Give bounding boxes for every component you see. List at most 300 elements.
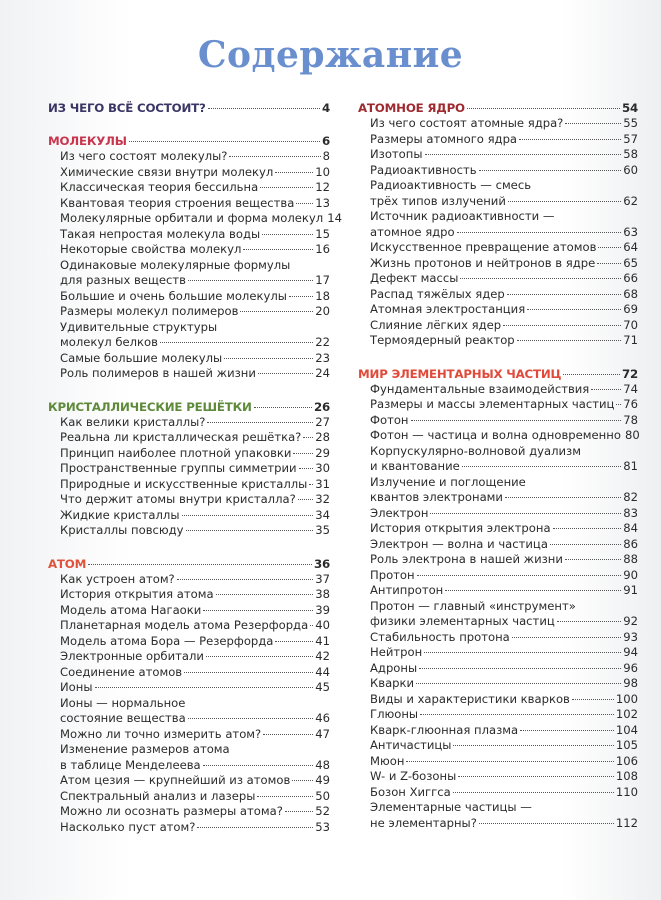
dot-leader <box>453 791 614 793</box>
toc-entry[interactable] <box>358 676 638 692</box>
toc-entry[interactable] <box>48 180 330 196</box>
page-number: 35 <box>315 523 330 537</box>
page-number: 100 <box>615 691 638 706</box>
page-number: 52 <box>315 804 330 818</box>
dot-leader <box>406 760 613 762</box>
dot-leader <box>424 651 621 653</box>
toc-entry[interactable] <box>48 415 330 431</box>
entry-label: Планетарная модель атома Резерфорда <box>60 618 309 632</box>
dot-leader <box>296 202 313 204</box>
page-title: Содержание <box>197 34 464 76</box>
toc-entry-line1[interactable]: Радиоактивность — смесь <box>370 178 532 192</box>
dot-leader <box>177 578 314 580</box>
page-number: 63 <box>623 224 638 239</box>
toc-section-intro <box>48 100 330 116</box>
toc-heading[interactable] <box>48 556 330 572</box>
toc-entry[interactable] <box>48 508 330 524</box>
entry-label: Жидкие кристаллы <box>60 507 180 522</box>
page-number: 13 <box>315 195 330 210</box>
dot-leader <box>263 733 313 735</box>
entry-label: АТОМНОЕ ЯДРО <box>358 101 465 115</box>
entry-label: Квантовая теория строения вещества <box>60 195 295 210</box>
toc-section-atom <box>48 556 330 836</box>
page-number: 106 <box>615 753 638 768</box>
toc-entry[interactable] <box>48 446 330 462</box>
dot-leader <box>186 529 314 531</box>
page-number: 93 <box>623 629 638 644</box>
entry-label: Кристаллы повсюду <box>60 523 184 537</box>
entry-label: Искусственное превращение атомов <box>370 240 597 254</box>
toc-entry[interactable] <box>48 351 330 367</box>
entry-label: Роль электрона в нашей жизни <box>370 552 563 566</box>
page-number: 38 <box>315 587 330 601</box>
dot-leader <box>417 574 622 576</box>
toc-entry[interactable] <box>358 630 638 646</box>
toc-entry[interactable] <box>358 428 638 444</box>
dot-leader <box>460 277 621 279</box>
entry-label: Из чего состоят атомные ядра? <box>370 116 564 130</box>
entry-label: Радиоактивность <box>370 162 477 177</box>
entry-label: Виды и характеристики кварков <box>370 691 570 706</box>
page-number: 12 <box>315 180 330 194</box>
page-number: 72 <box>621 366 638 381</box>
dot-leader <box>95 686 314 688</box>
dot-leader <box>260 186 313 188</box>
page-number: 22 <box>315 335 330 349</box>
page-number: 47 <box>315 726 330 741</box>
entry-label: Насколько пуст атом? <box>60 819 196 834</box>
toc-entry[interactable] <box>358 769 638 785</box>
dot-leader <box>262 233 313 235</box>
toc-entry[interactable] <box>48 649 330 665</box>
dot-leader <box>310 624 313 626</box>
entry-label: Размеры молекул полимеров <box>60 304 239 318</box>
page-number: 80 <box>624 428 640 442</box>
toc-entry-line1[interactable]: Одинаковые молекулярные формулы <box>60 257 291 272</box>
page-number: 15 <box>315 226 330 241</box>
page-number: 112 <box>615 815 638 830</box>
toc-entry[interactable] <box>358 163 638 179</box>
page-number: 96 <box>623 660 638 675</box>
toc-entry[interactable] <box>48 820 330 836</box>
page-number: 62 <box>623 193 638 208</box>
dot-leader <box>240 310 313 312</box>
entry-label: Атомная электростанция <box>370 302 526 316</box>
entry-label: Модель атома Нагаоки <box>60 602 202 617</box>
page-number: 4 <box>321 101 330 115</box>
toc-entry[interactable] <box>48 804 330 820</box>
toc-entry[interactable] <box>358 225 638 241</box>
dot-leader <box>520 729 614 731</box>
page-number: 65 <box>623 255 638 270</box>
dot-leader <box>458 775 614 777</box>
dot-leader <box>182 514 314 516</box>
toc-entry[interactable] <box>358 302 638 318</box>
dot-leader <box>289 295 313 297</box>
entry-label: МОЛЕКУЛЫ <box>48 134 127 148</box>
entry-label: Электрон <box>370 505 429 520</box>
dot-leader <box>160 341 313 343</box>
page-number: 49 <box>315 773 330 787</box>
page-number: 31 <box>315 476 330 491</box>
toc-entry[interactable] <box>358 785 638 801</box>
page-number: 28 <box>315 430 330 444</box>
dot-leader <box>445 589 621 591</box>
entry-label: Самые большие молекулы <box>60 350 223 365</box>
entry-label: состояние вещества <box>60 711 186 725</box>
page-number: 66 <box>623 271 638 285</box>
toc-right-column <box>358 100 638 848</box>
toc-entry[interactable] <box>358 645 638 661</box>
toc-heading[interactable] <box>48 133 330 149</box>
page-number: 69 <box>623 302 638 316</box>
page-number: 45 <box>315 680 330 694</box>
entry-label: История открытия атома <box>60 587 214 601</box>
entry-label: Химические связи внутри молекул <box>60 164 274 179</box>
page-number: 88 <box>623 552 638 566</box>
toc-entry[interactable] <box>358 583 638 599</box>
dot-leader <box>275 171 313 173</box>
toc-entry-line1[interactable]: Источник радиоактивности — <box>370 209 555 223</box>
toc-heading[interactable] <box>358 100 638 116</box>
page-number: 50 <box>315 788 330 803</box>
entry-label: Пространственные группы симметрии <box>60 461 297 475</box>
dot-leader <box>416 682 621 684</box>
entry-label: не элементарны? <box>370 815 477 830</box>
page-number: 64 <box>623 240 638 254</box>
toc-entry[interactable] <box>358 333 638 349</box>
toc-entry[interactable] <box>358 707 638 723</box>
page-number: 26 <box>313 399 330 414</box>
page-number: 68 <box>623 286 638 301</box>
page-number: 32 <box>315 492 330 506</box>
page-number: 104 <box>615 722 638 737</box>
toc-entry[interactable] <box>358 194 638 210</box>
toc-entry-line1[interactable]: Протон — главный «инструмент» <box>370 598 576 613</box>
toc-entry[interactable] <box>48 727 330 743</box>
entry-label: Как устроен атом? <box>60 571 175 586</box>
dot-leader <box>88 563 312 565</box>
toc-entry[interactable] <box>358 413 638 429</box>
entry-label: физики элементарных частиц <box>370 614 555 628</box>
dot-leader <box>293 452 313 454</box>
toc-heading[interactable] <box>48 399 330 415</box>
entry-label: Большие и очень большие молекулы <box>60 288 287 303</box>
page-number: 58 <box>623 147 638 161</box>
dot-leader <box>275 640 313 642</box>
dot-leader <box>467 107 620 109</box>
toc-entry[interactable] <box>48 711 330 727</box>
entry-label: и квантование <box>370 459 460 473</box>
dot-leader <box>598 246 621 248</box>
entry-label: в таблице Менделеева <box>60 757 201 772</box>
heading-label: ИЗ ЧЕГО ВСЁ СОСТОИТ? <box>48 101 206 115</box>
page-number: 90 <box>623 567 638 582</box>
toc-entry[interactable] <box>48 618 330 634</box>
toc-heading[interactable] <box>358 366 638 382</box>
toc-entry[interactable] <box>48 773 330 789</box>
dot-leader <box>508 200 621 202</box>
dot-leader <box>188 717 314 719</box>
entry-label: Можно ли точно измерить атом? <box>60 726 262 741</box>
toc-entry[interactable] <box>358 552 638 568</box>
toc-entry[interactable] <box>48 665 330 681</box>
page-number: 30 <box>315 461 330 475</box>
toc-entry[interactable] <box>48 758 330 774</box>
toc-heading[interactable] <box>48 100 330 116</box>
dot-leader <box>285 810 313 812</box>
entry-label: Размеры и массы элементарных частиц <box>370 397 615 411</box>
entry-label: Кварки <box>370 676 415 690</box>
dot-leader <box>479 169 622 171</box>
entry-label: АТОМ <box>48 556 87 571</box>
toc-entry[interactable] <box>48 523 330 539</box>
entry-label: Электрон — волна и частица <box>370 536 548 551</box>
page-number: 71 <box>623 333 638 347</box>
toc-entry[interactable] <box>358 147 638 163</box>
dot-leader <box>203 764 314 766</box>
toc-section-crystals <box>48 399 330 539</box>
toc-entry[interactable] <box>358 537 638 553</box>
entry-label: Бозон Хиггса <box>370 784 451 799</box>
dot-leader <box>309 483 313 485</box>
dot-leader <box>188 279 313 281</box>
page-number: 39 <box>315 602 330 617</box>
page-number: 29 <box>315 445 330 460</box>
toc-entry[interactable] <box>358 240 638 256</box>
page-number: 17 <box>315 273 330 287</box>
entry-label: Протон <box>370 567 415 582</box>
page-number: 23 <box>315 350 330 365</box>
toc-entry-line1[interactable]: Ионы — нормальное <box>60 695 186 710</box>
toc-entry[interactable] <box>358 490 638 506</box>
page-number: 55 <box>623 116 638 130</box>
dot-leader <box>208 107 320 109</box>
toc-entry[interactable] <box>48 572 330 588</box>
page-number: 42 <box>315 649 330 663</box>
page-number: 110 <box>615 784 638 799</box>
page-number: 102 <box>615 707 638 721</box>
page-number: 20 <box>315 304 330 318</box>
toc-entry[interactable] <box>48 273 330 289</box>
toc-entry[interactable] <box>358 692 638 708</box>
entry-label: Модель атома Бора — Резерфорда <box>60 633 274 648</box>
page-number: 40 <box>315 618 330 632</box>
dot-leader <box>572 698 614 700</box>
page-number: 91 <box>623 583 638 597</box>
dot-leader <box>184 671 313 673</box>
page-number: 34 <box>315 507 330 522</box>
entry-label: Можно ли осознать размеры атома? <box>60 804 283 818</box>
dot-leader <box>616 403 621 405</box>
entry-label: Фундаментальные взаимодействия <box>370 381 590 396</box>
entry-label: Реальна ли кристаллическая решётка? <box>60 430 302 444</box>
entry-label: Что держит атомы внутри кристалла? <box>60 492 296 506</box>
page-number: 8 <box>322 149 330 163</box>
page-number: 82 <box>623 490 638 504</box>
page-number: 84 <box>623 521 638 535</box>
toc-entry[interactable] <box>48 289 330 305</box>
toc-entry[interactable] <box>358 116 638 132</box>
entry-label: Спектральный анализ и лазеры <box>60 788 256 803</box>
page-number: 27 <box>315 414 330 429</box>
entry-label: Распад тяжёлых ядер <box>370 286 505 301</box>
page-number: 60 <box>623 162 638 177</box>
page-number: 46 <box>315 711 330 725</box>
dot-leader <box>258 372 313 374</box>
toc-entry[interactable] <box>358 287 638 303</box>
page-number: 98 <box>623 676 638 690</box>
toc-entry[interactable] <box>358 754 638 770</box>
dot-leader <box>299 467 314 469</box>
page-number: 70 <box>623 317 638 332</box>
dot-leader <box>553 527 622 529</box>
page-number: 76 <box>623 397 638 411</box>
dot-leader <box>565 122 621 124</box>
dot-leader <box>517 339 622 341</box>
toc-entry[interactable] <box>48 304 330 320</box>
toc-entry[interactable] <box>48 165 330 181</box>
toc-entry-line1[interactable]: Элементарные частицы — <box>370 800 532 814</box>
toc-entry[interactable] <box>358 132 638 148</box>
toc-entry[interactable] <box>48 196 330 212</box>
entry-label: Мюон <box>370 753 405 768</box>
page-number: 86 <box>623 536 638 551</box>
toc-entry[interactable] <box>358 318 638 334</box>
toc-entry[interactable] <box>48 634 330 650</box>
dot-leader <box>505 496 621 498</box>
dot-leader <box>507 293 621 295</box>
page-number: 41 <box>315 633 330 648</box>
dot-leader <box>216 593 314 595</box>
toc-entry[interactable] <box>358 568 638 584</box>
toc-entry[interactable] <box>358 661 638 677</box>
toc-entry[interactable] <box>48 461 330 477</box>
dot-leader <box>420 713 614 715</box>
entry-label: Атом цезия — крупнейший из атомов <box>60 773 291 787</box>
entry-label: Глюоны <box>370 707 419 721</box>
page-number: 108 <box>615 769 638 783</box>
entry-label: Соединение атомов <box>60 664 183 679</box>
dot-leader <box>457 231 622 233</box>
page-number: 10 <box>315 164 330 179</box>
page-number: 53 <box>315 819 330 834</box>
dot-leader <box>298 498 313 500</box>
toc-entry[interactable] <box>358 723 638 739</box>
page-number: 81 <box>623 459 638 473</box>
entry-label: История открытия электрона <box>370 521 551 535</box>
toc-entry[interactable] <box>358 256 638 272</box>
toc-entry[interactable] <box>48 430 330 446</box>
toc-entry[interactable] <box>358 614 638 630</box>
entry-label: Такая непростая молекула воды <box>60 226 261 241</box>
dot-leader <box>591 388 621 390</box>
toc-entry[interactable] <box>48 603 330 619</box>
entry-label: МИР ЭЛЕМЕНТАРНЫХ ЧАСТИЦ <box>358 366 562 381</box>
toc-section-nucleus <box>358 100 638 349</box>
toc-entry-line1[interactable]: Излучение и поглощение <box>370 474 526 489</box>
dot-leader <box>565 558 621 560</box>
toc-entry[interactable] <box>358 459 638 475</box>
dot-leader <box>430 512 621 514</box>
page-number: 24 <box>315 366 330 380</box>
entry-label: квантов электронами <box>370 490 503 504</box>
toc-entry[interactable] <box>358 506 638 522</box>
toc-section-particles <box>358 366 638 832</box>
entry-label: Молекулярные орбитали и форма молекул <box>60 211 324 225</box>
entry-label: Ионы <box>60 680 93 694</box>
entry-label: Термоядерный реактор <box>370 333 515 347</box>
toc-entry[interactable] <box>48 242 330 258</box>
entry-label: КРИСТАЛЛИЧЕСКИЕ РЕШЁТКИ <box>48 399 252 414</box>
page-number: 105 <box>615 738 638 752</box>
toc-entry[interactable] <box>48 149 330 165</box>
toc-section-molecules <box>48 133 342 382</box>
dot-leader <box>206 655 313 657</box>
toc-entry[interactable] <box>358 271 638 287</box>
entry-label: молекул белков <box>60 335 158 349</box>
toc-entry[interactable] <box>48 366 330 382</box>
toc-entry-line1[interactable]: Удивительные структуры <box>60 319 218 334</box>
entry-label: Адроны <box>370 660 418 675</box>
page-number: 74 <box>623 381 638 396</box>
dot-leader <box>563 373 620 375</box>
dot-leader <box>425 153 622 155</box>
entry-label: Кварк-глюонная плазма <box>370 722 519 737</box>
toc-entry[interactable] <box>48 789 330 805</box>
toc-entry[interactable] <box>358 397 638 413</box>
dot-leader <box>243 248 313 250</box>
entry-label: W- и Z-бозоны <box>370 769 457 783</box>
entry-label: Изотопы <box>370 147 423 161</box>
toc-entry[interactable] <box>358 521 638 537</box>
toc-entry[interactable] <box>358 738 638 754</box>
page-number: 48 <box>315 757 330 772</box>
toc-entry[interactable] <box>48 587 330 603</box>
page-number: 14 <box>327 211 342 225</box>
toc-entry[interactable] <box>48 335 330 351</box>
dot-leader <box>479 822 614 824</box>
dot-leader <box>550 543 621 545</box>
toc-entry[interactable] <box>358 816 638 832</box>
toc-entry[interactable] <box>48 227 330 243</box>
dot-leader <box>197 826 313 828</box>
toc-entry[interactable] <box>358 382 638 398</box>
entry-label: Из чего состоят молекулы? <box>60 149 228 163</box>
dot-leader <box>597 262 621 264</box>
toc-entry-line1[interactable]: Изменение размеров атома <box>60 742 230 756</box>
entry-label: Как велики кристаллы? <box>60 414 206 429</box>
entry-label: для разных веществ <box>60 273 186 287</box>
page-number: 37 <box>315 571 330 586</box>
entry-label: Слияние лёгких ядер <box>370 317 502 332</box>
dot-leader <box>419 667 621 669</box>
dot-leader <box>512 636 621 638</box>
toc-entry-line1[interactable]: Корпускулярно-волновой дуализм <box>370 443 581 458</box>
page-number: 6 <box>321 134 330 148</box>
dot-leader <box>527 308 621 310</box>
dot-leader <box>254 406 312 408</box>
page-number: 44 <box>315 664 330 679</box>
entry-label: Нейтрон <box>370 645 423 659</box>
page-number: 36 <box>313 556 330 571</box>
entry-label: Природные и искусственные кристаллы <box>60 476 308 491</box>
toc-entry[interactable] <box>48 211 342 227</box>
toc-entry[interactable] <box>48 492 330 508</box>
entry-label: Дефект массы <box>370 271 459 285</box>
toc-entry[interactable] <box>48 477 330 493</box>
toc-entry[interactable] <box>48 680 330 696</box>
